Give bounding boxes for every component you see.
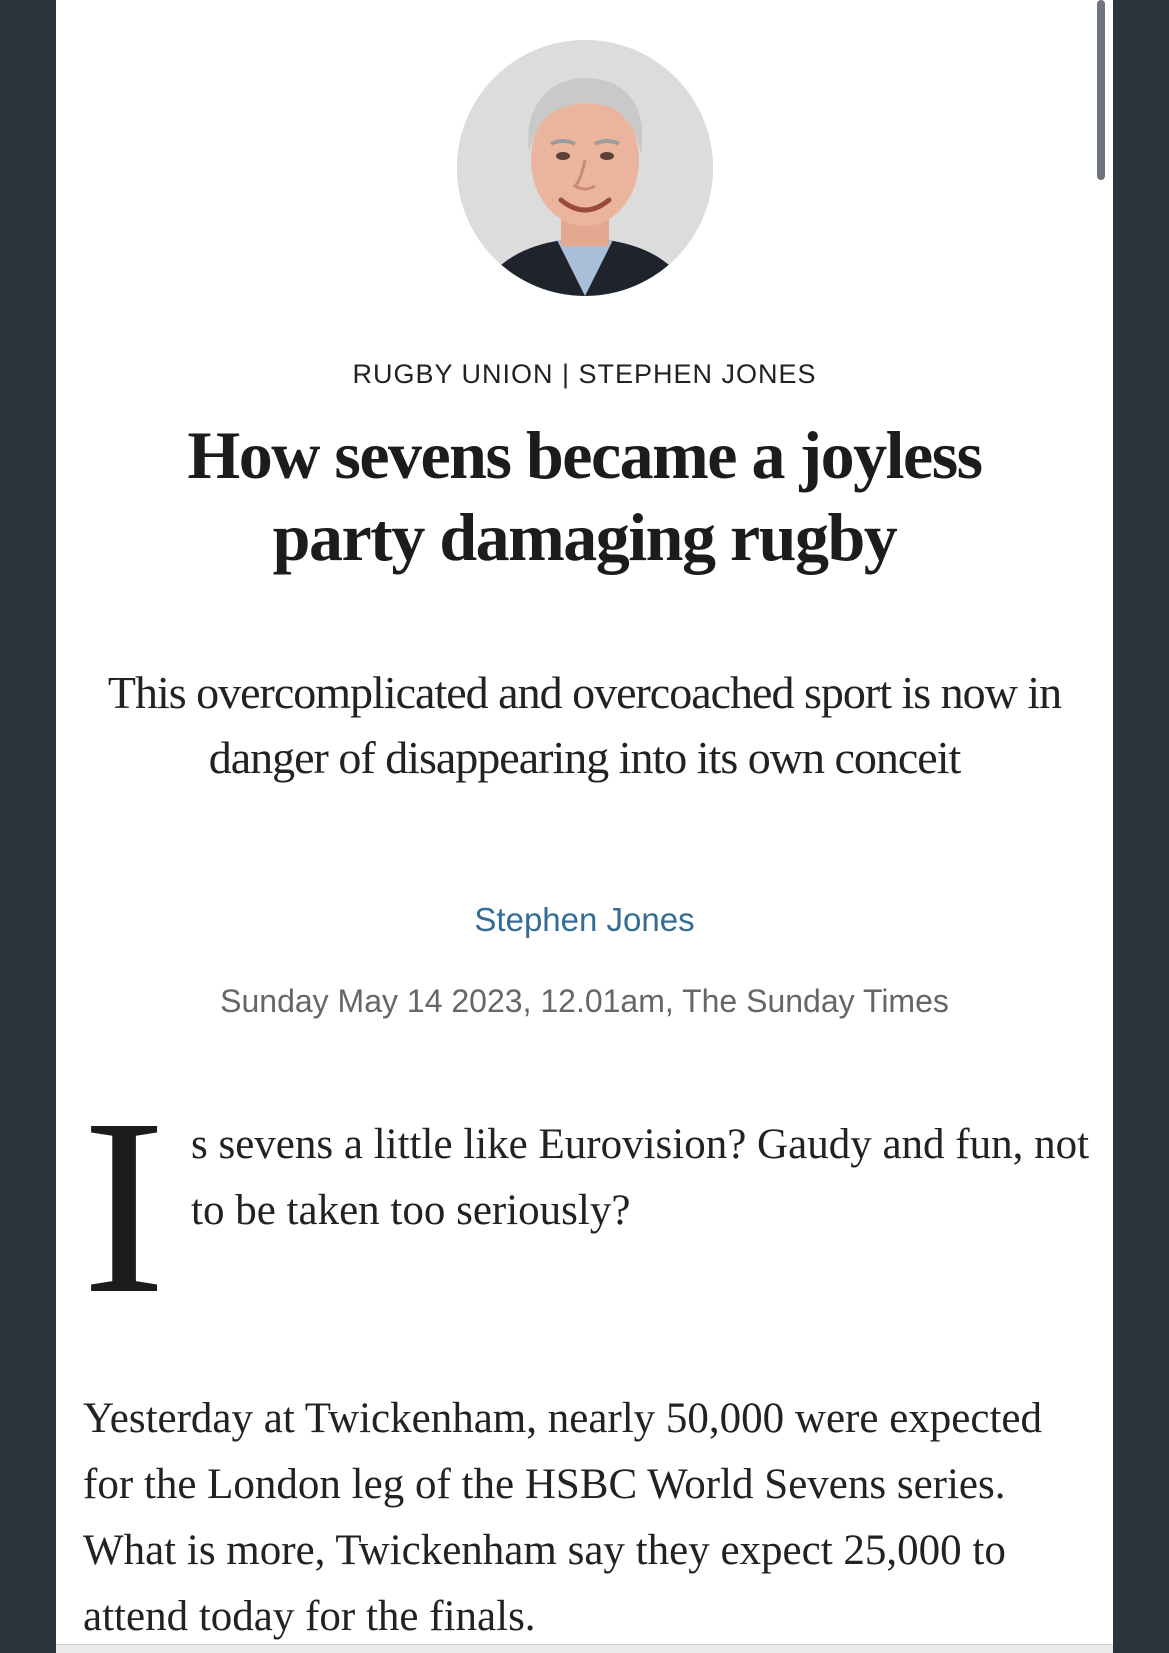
headline: How sevens became a joyless party damaging rugby <box>187 417 982 575</box>
dateline: Sunday May 14 2023, 12.01am, The Sunday Times <box>220 983 949 1019</box>
scrollbar-thumb[interactable] <box>1097 0 1105 180</box>
standfirst: This overcomplicated and overcoached sport is now in danger of disappearing into its own conceit <box>107 667 1062 783</box>
article-page <box>56 0 1113 1653</box>
section-label[interactable]: RUGBY UNION | STEPHEN JONES <box>352 359 817 389</box>
author-link[interactable]: Stephen Jones <box>474 901 695 938</box>
body-paragraph-1: s sevens a little like Eurovision? Gaudy and fun, not to be taken too seriously? <box>191 1121 1090 1234</box>
author-avatar <box>457 40 713 296</box>
page-bottom-edge <box>56 1644 1113 1653</box>
drop-cap: I <box>82 1066 166 1346</box>
body-paragraph-2: Yesterday at Twickenham, nearly 50,000 were expected for the London leg of the HSBC World Sevens series. What is more, Twickenham say they expect 25,000 to attend today for the finals. <box>83 1395 1042 1640</box>
author-portrait-image <box>457 40 713 296</box>
